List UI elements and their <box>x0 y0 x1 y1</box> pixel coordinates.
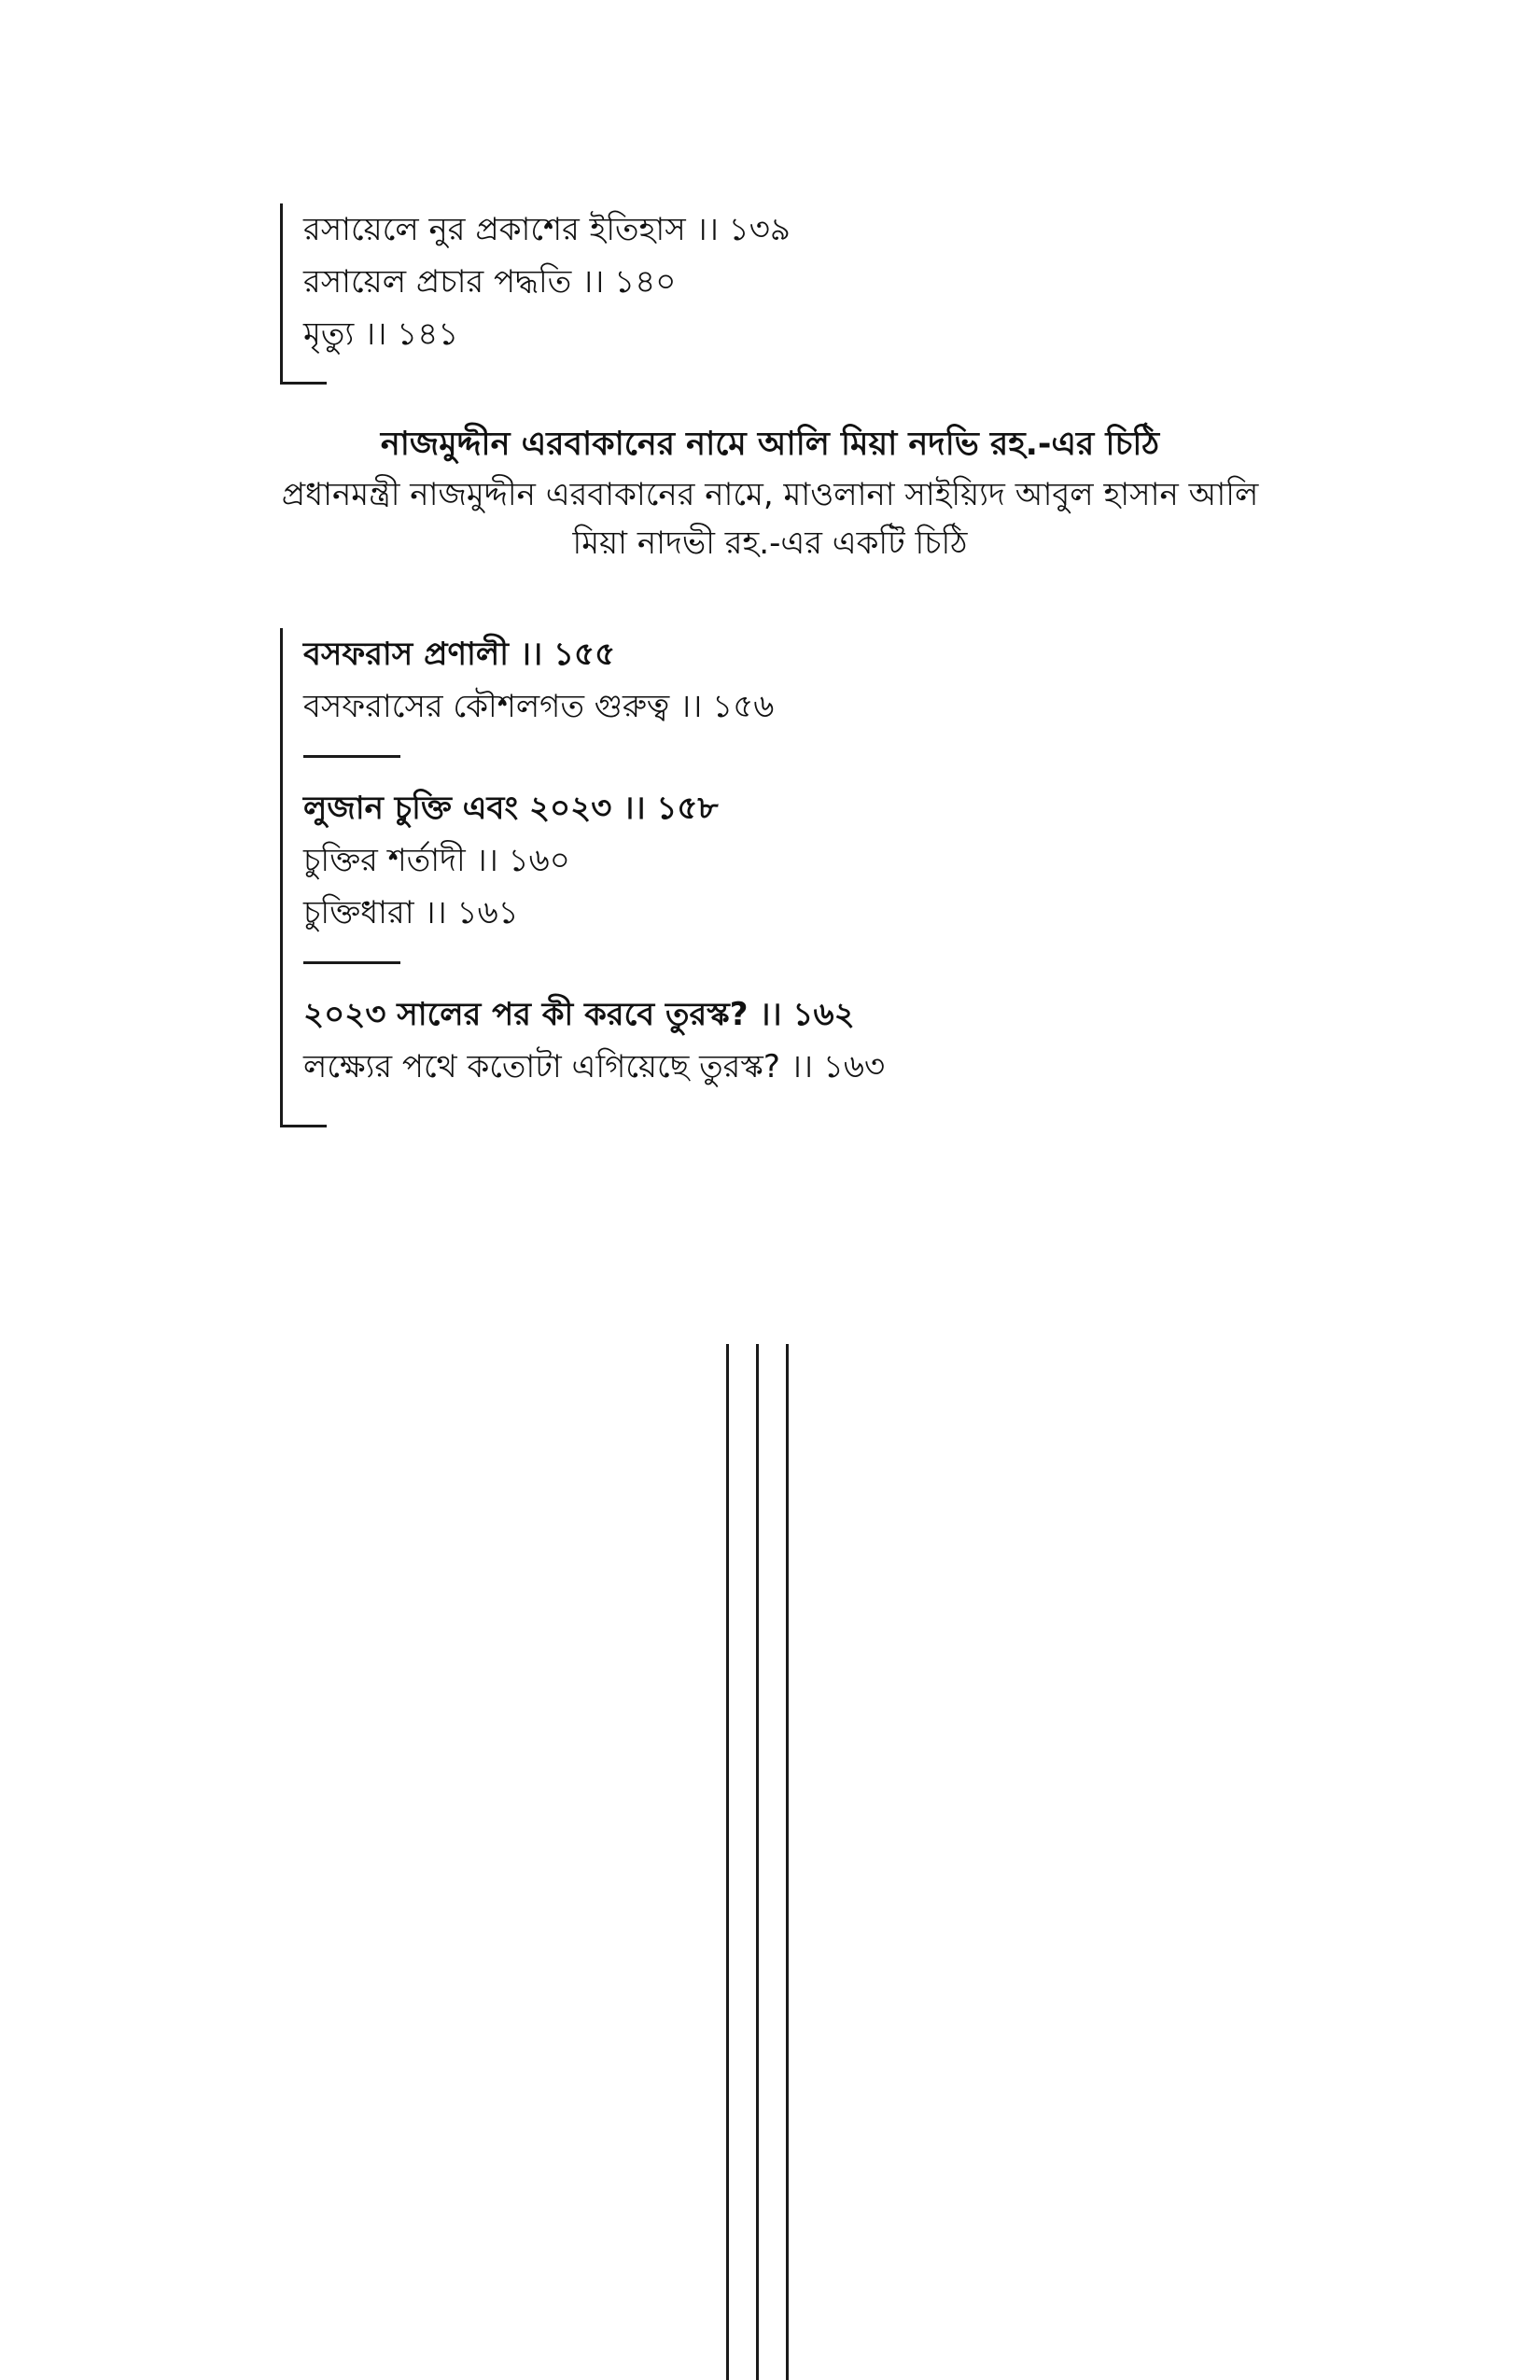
letter-section <box>0 418 1540 567</box>
toc-group-rasayel <box>280 203 791 385</box>
decorative-vertical-rule <box>786 1344 789 2380</box>
toc-entry[interactable]: চুক্তিধারা ।। ১৬১ <box>303 894 519 931</box>
toc-group-turkey <box>280 628 885 1127</box>
bracket-corner <box>280 382 327 385</box>
toc-entry[interactable]: রসায়েল প্রচার পদ্ধতি ।। ১৪০ <box>303 263 677 301</box>
toc-entry[interactable]: লক্ষ্যের পথে কতোটা এগিয়েছে তুরস্ক? ।। ১৬৩ <box>303 1048 886 1085</box>
toc-section-heading[interactable]: লুজান চুক্তি এবং ২০২৩ ।। ১৫৮ <box>303 790 719 827</box>
decorative-vertical-rule <box>726 1344 729 2380</box>
section-divider <box>303 755 400 758</box>
toc-entry[interactable]: মৃত্যু ।। ১৪১ <box>303 315 459 353</box>
toc-entry[interactable]: চুক্তির শর্তাদী ।। ১৬০ <box>303 842 570 879</box>
letter-subtitle: প্রধানমন্ত্রী নাজমুদ্দীন এরবাকানের নামে, মাওলানা সাইয়্যিদ আবুল হাসান আলি মিয়া নাদভী রহ.-এর একটি চিঠি <box>281 476 1259 562</box>
section-divider <box>303 961 400 964</box>
bracket-corner <box>280 1125 327 1127</box>
toc-entry[interactable]: বসফরাসের কৌশলগত গুরুত্ব ।। ১৫৬ <box>303 688 775 725</box>
toc-section-heading[interactable]: ২০২৩ সালের পর কী করবে তুরস্ক? ।। ১৬২ <box>303 996 855 1033</box>
toc-section-heading[interactable]: বসফরাস প্রণালী ।। ১৫৫ <box>303 636 616 673</box>
decorative-vertical-rule <box>756 1344 759 2380</box>
toc-entry[interactable]: রসায়েলে নুর প্রকাশের ইতিহাস ।। ১৩৯ <box>303 211 791 248</box>
letter-title[interactable]: নাজমুদ্দীন এরবাকানের নামে আলি মিয়া নদভি রহ.-এর চিঠি <box>380 426 1160 463</box>
